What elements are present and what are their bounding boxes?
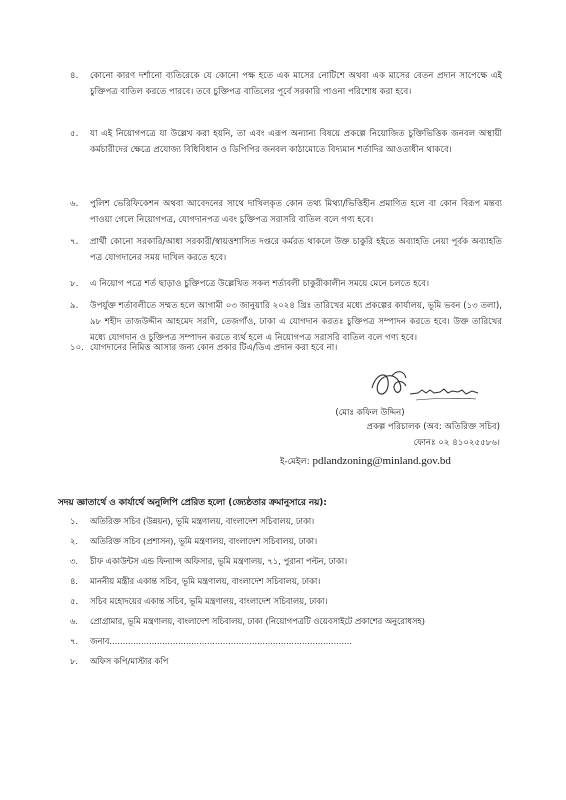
copy-recipient: জনাব............................................................................................ bbox=[90, 636, 353, 646]
clause-5 bbox=[70, 126, 502, 158]
clause-number: ৪. bbox=[70, 71, 79, 81]
copy-item bbox=[70, 574, 510, 588]
copy-item bbox=[70, 654, 510, 668]
clause-number: ৫. bbox=[70, 129, 79, 139]
clause-number: ৭. bbox=[70, 237, 79, 247]
copy-number: ১. bbox=[70, 516, 79, 526]
signatory-designation: প্রকল্প পরিচালক (অব: অতিরিক্ত সচিব) bbox=[366, 422, 500, 432]
copy-number: ৪. bbox=[70, 576, 79, 586]
clause-number: ১০. bbox=[70, 343, 84, 353]
clause-text: উপর্যুক্ত শর্তাবলীতে সম্মত হলে আগামী ০৩ জানুয়ারি ২০২৪ খ্রিঃ তারিখের মধ্যে প্রকল্পের কার্যালয়, ভূমি ভবন (১৩ তলা), ৯৮ শহীদ তাজউদ্দীন আহমেদ সরণি, তেজগাঁও, ঢাকা এ যোগদান করতঃ চুক্তিপত্র সম্পাদন করতে হবে। উক্ত তারিখের মধ্যে যোগদান ও চুক্তিপত্র সম্পাদন করতে ব্যর্থ হলে এ নিয়োগপত্র সরাসরি বাতিল বলে গণ্য হবে। bbox=[90, 301, 502, 343]
signatory-name: (মোঃ কফিল উদ্দিন) bbox=[335, 408, 405, 418]
clause-text: কোনো কারণ দর্শানো ব্যতিরেকে যে কোনো পক্ষ হতে এক মাসের নোটিশে অথবা এক মাসের বেতন প্রদান সাপেক্ষে এই চুক্তিপত্র বাতিল করতে পারবে। তবে চুক্তিপত্র বাতিলের পূর্বে সরকারি পাওনা পরিশোধ করা হবে। bbox=[90, 71, 502, 97]
copy-number: ২. bbox=[70, 536, 79, 546]
clause-8 bbox=[70, 276, 502, 292]
copy-item bbox=[70, 634, 510, 648]
signatory-email-line bbox=[280, 454, 510, 469]
clause-number: ৮. bbox=[70, 279, 79, 289]
clause-9 bbox=[70, 298, 502, 346]
copy-number: ৫. bbox=[70, 596, 79, 606]
copy-recipient: চীফ একাউন্টস এন্ড ফিন্যান্স অফিসার, ভূমি মন্ত্রণালয়, ৭১, পুরানা পল্টন, ঢাকা। bbox=[90, 556, 348, 566]
copy-recipient: মাননীয় মন্ত্রীর একান্ত সচিব, ভূমি মন্ত্রণালয়, বাংলাদেশ সচিবালয়, ঢাকা। bbox=[90, 576, 321, 586]
clause-10 bbox=[70, 340, 502, 356]
clause-text: এ নিয়োগ পত্রে শর্ত ছাড়াও চুক্তিপত্রে উল্লেখিত সকল শর্তাবলী চাকুরীকালীন সময়ে মেনে চলতে হবে। bbox=[90, 279, 430, 289]
copy-recipient: অতিরিক্ত সচিব (উন্নয়ন), ভূমি মন্ত্রণালয়, বাংলাদেশ সচিবালয়, ঢাকা। bbox=[90, 516, 315, 526]
clause-text: যোগদানের নিমিত্ত আসার জন্য কোন প্রকার টিএ/ডিএ প্রদান করা হবে না। bbox=[90, 343, 338, 353]
copy-recipient: অফিস কপি/মাস্টার কপি bbox=[90, 656, 169, 666]
copy-number: ৬. bbox=[70, 616, 79, 626]
copy-recipient: সচিব মহোদয়ের একান্ত সচিব, ভূমি মন্ত্রণালয়, বাংলাদেশ সচিবালয়, ঢাকা। bbox=[90, 596, 328, 606]
email-address: pdlandzoning@minland.gov.bd bbox=[312, 455, 451, 467]
clause-4 bbox=[70, 68, 502, 100]
clause-text: যা এই নিয়োগপত্রে যা উল্লেখ করা হয়নি, তা এবং এরূপ অন্যান্য বিষয়ে প্রকল্পে নিয়োজিত চুক্তিভিত্তিক জনবল অস্থায়ী কর্মচারীদের ক্ষেত্রে প্রযোজ্য বিধিবিধান ও ডিপিপির জনবল কাঠামোতে বিদ্যমান শর্তাদির আওতাধীন থাকবে। bbox=[90, 129, 502, 155]
copy-number: ৭. bbox=[70, 636, 79, 646]
copy-item bbox=[70, 514, 510, 528]
copy-recipient: অতিরিক্ত সচিব (প্রশাসন), ভূমি মন্ত্রণালয়, বাংলাদেশ সচিবালয়, ঢাকা। bbox=[90, 536, 318, 546]
signatory-phone: ফোনঃ ০২ ৪১০২৫৫৮৬। bbox=[413, 438, 500, 448]
clause-number: ৯. bbox=[70, 301, 79, 311]
copy-number: ৩. bbox=[70, 556, 79, 566]
copy-item bbox=[70, 594, 510, 608]
copy-distribution-heading: সদয় জ্ঞাতার্থে ও কার্যার্থে অনুলিপি প্রেরিত হলো (জ্যেষ্ঠতার ক্রমানুসারে নয়): bbox=[58, 498, 327, 508]
copy-item bbox=[70, 534, 510, 548]
email-label: ই-মেইল: bbox=[280, 457, 310, 467]
copy-item bbox=[70, 614, 510, 628]
copy-number: ৮. bbox=[70, 656, 79, 666]
clause-6 bbox=[70, 196, 502, 228]
clause-7 bbox=[70, 234, 502, 266]
copy-item bbox=[70, 554, 510, 568]
clause-text: প্রার্থী কোনো সরকারি/আধা সরকারী/স্বায়ত্তশাসিত দপ্তরে কর্মরত থাকলে উক্ত চাকুরি হইতে অব্যাহতি নেয়া পূর্বক অব্যাহতি পত্র যোগদানের সময় দাখিল করতে হবে। bbox=[90, 237, 502, 263]
clause-number: ৬. bbox=[70, 199, 79, 209]
clause-text: পুলিশ ভেরিফিকেশন অথবা আবেদনের সাথে দাখিলকৃত কোন তথ্য মিথ্যা/ভিত্তিহীন প্রমাণিত হলে বা কোন বিরূপ মন্তব্য পাওয়া গেলে নিয়োগপত্র, যোগদানপত্র এবং চুক্তিপত্র সরাসরি বাতিল বলে গণ্য হবে। bbox=[90, 199, 502, 225]
copy-recipient: প্রোগ্রামার, ভূমি মন্ত্রণালয়, বাংলাদেশ সচিবালয়, ঢাকা (নিয়োগপত্রটি ওয়েবসাইটে প্রকাশের অনুরোধসহ) bbox=[90, 616, 425, 626]
